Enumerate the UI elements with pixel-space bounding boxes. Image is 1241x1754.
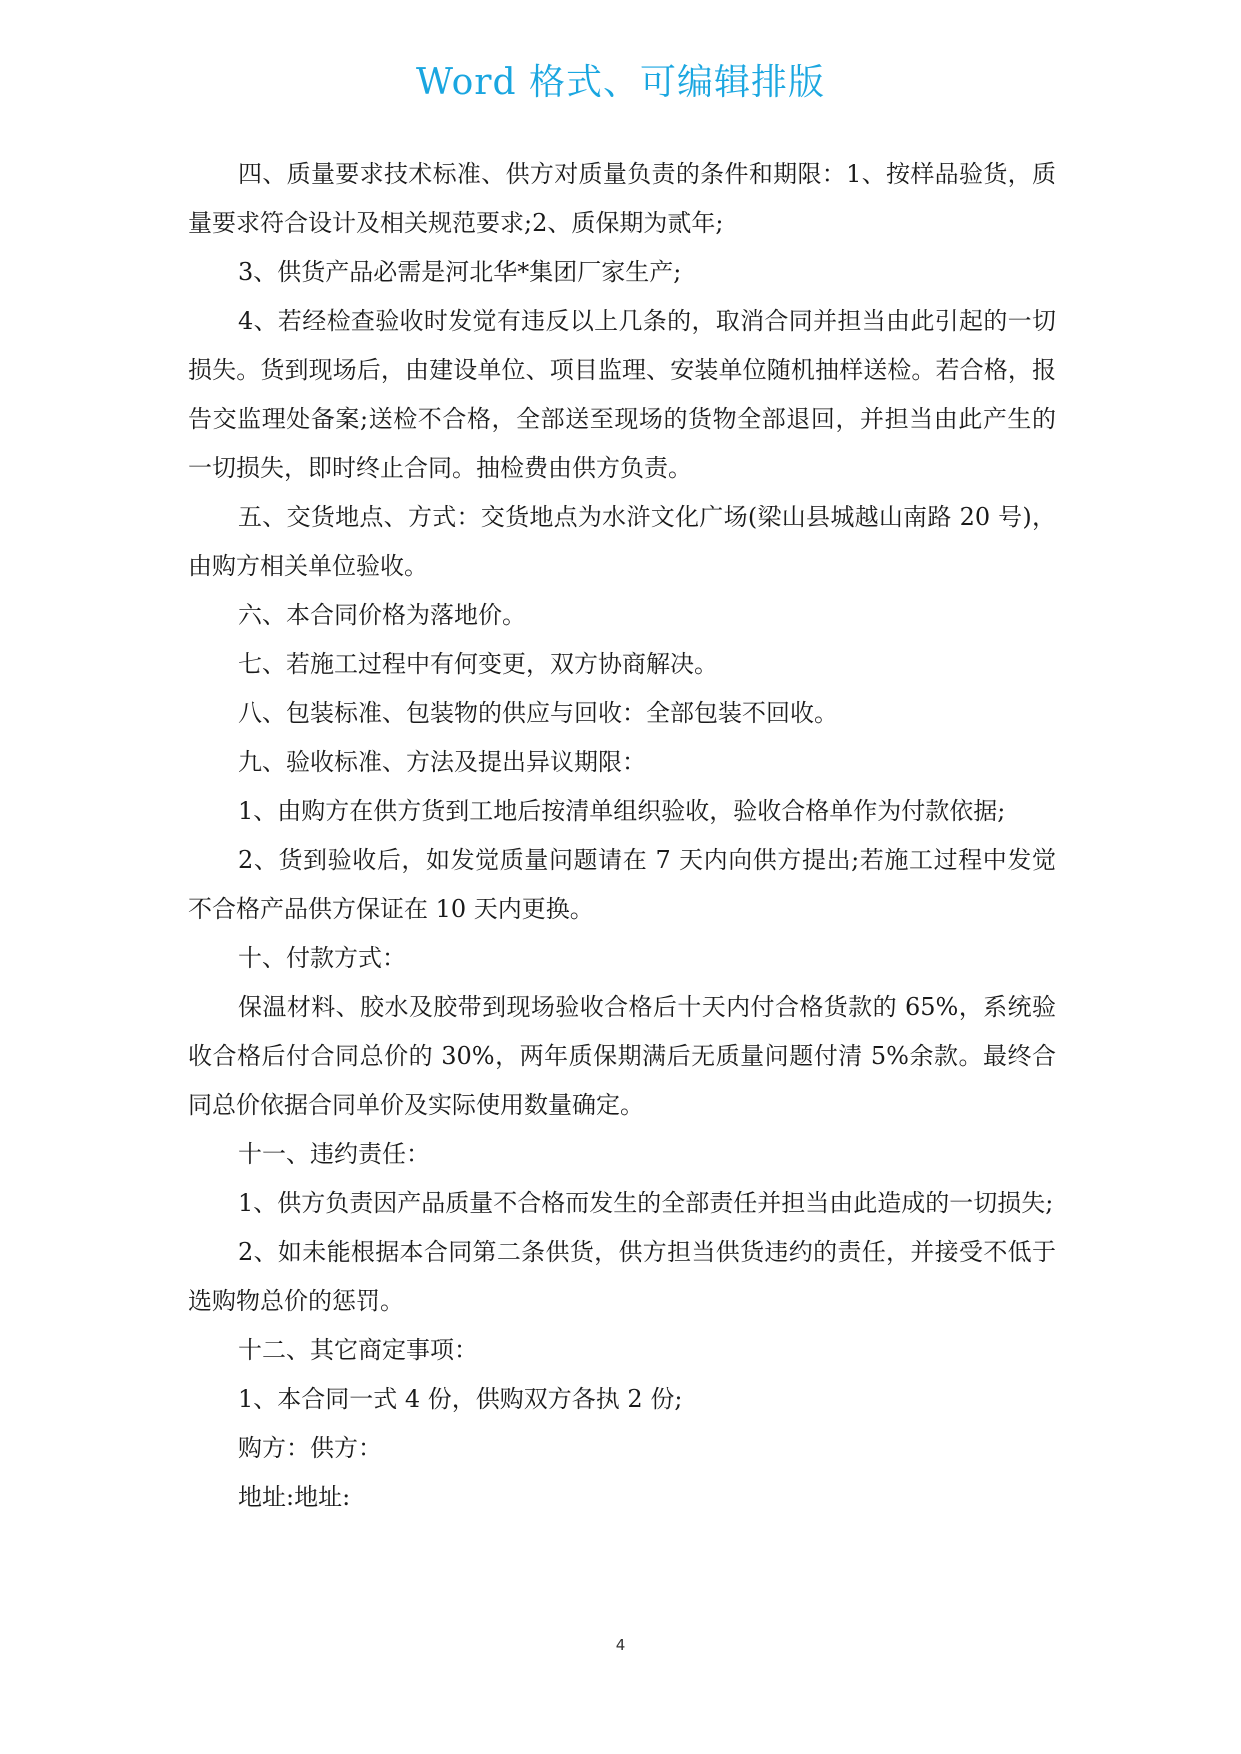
paragraph: 2、货到验收后，如发觉质量问题请在 7 天内向供方提出;若施工过程中发觉不合格产品供方保证在 10 天内更换。 [188,846,1056,923]
paragraph: 1、供方负责因产品质量不合格而发生的全部责任并担当由此造成的一切损失; [238,1189,1054,1217]
paragraph: 购方：供方： [238,1434,382,1462]
document-body [188,150,1056,1522]
paragraph: 九、验收标准、方法及提出异议期限： [238,748,646,776]
paragraph: 十、付款方式： [238,944,406,972]
paragraph: 八、包装标准、包装物的供应与回收：全部包装不回收。 [238,699,838,727]
paragraph: 2、如未能根据本合同第二条供货，供方担当供货违约的责任，并接受不低于选购物总价的惩罚。 [188,1238,1056,1315]
paragraph: 十二、其它商定事项： [238,1336,478,1364]
paragraph: 1、由购方在供方货到工地后按清单组织验收，验收合格单作为付款依据; [238,797,1006,825]
paragraph: 十一、违约责任： [238,1140,430,1168]
paragraph: 1、本合同一式 4 份，供购双方各执 2 份; [238,1385,683,1413]
paragraph: 保温材料、胶水及胶带到现场验收合格后十天内付合格货款的 65%，系统验收合格后付合同总价的 30%，两年质保期满后无质量问题付清 5%余款。最终合同总价依据合同单价及实际使用数量确定。 [188,993,1056,1119]
paragraph: 3、供货产品必需是河北华*集团厂家生产; [238,258,682,286]
paragraph: 地址:地址: [238,1483,351,1511]
paragraph: 四、质量要求技术标准、供方对质量负责的条件和期限：1、按样品验货，质量要求符合设计及相关规范要求;2、质保期为贰年; [188,160,1056,237]
header-title: Word 格式、可编辑排版 [416,62,825,103]
paragraph: 七、若施工过程中有何变更，双方协商解决。 [238,650,718,678]
paragraph: 六、本合同价格为落地价。 [238,601,526,629]
paragraph: 五、交货地点、方式：交货地点为水浒文化广场(梁山县城越山南路 20 号)，由购方相关单位验收。 [188,503,1056,580]
page-number: 4 [615,1636,626,1654]
paragraph: 4、若经检查验收时发觉有违反以上几条的，取消合同并担当由此引起的一切损失。货到现场后，由建设单位、项目监理、安装单位随机抽样送检。若合格，报告交监理处备案;送检不合格，全部送至现场的货物全部退回，并担当由此产生的一切损失，即时终止合同。抽检费由供方负责。 [188,307,1056,482]
